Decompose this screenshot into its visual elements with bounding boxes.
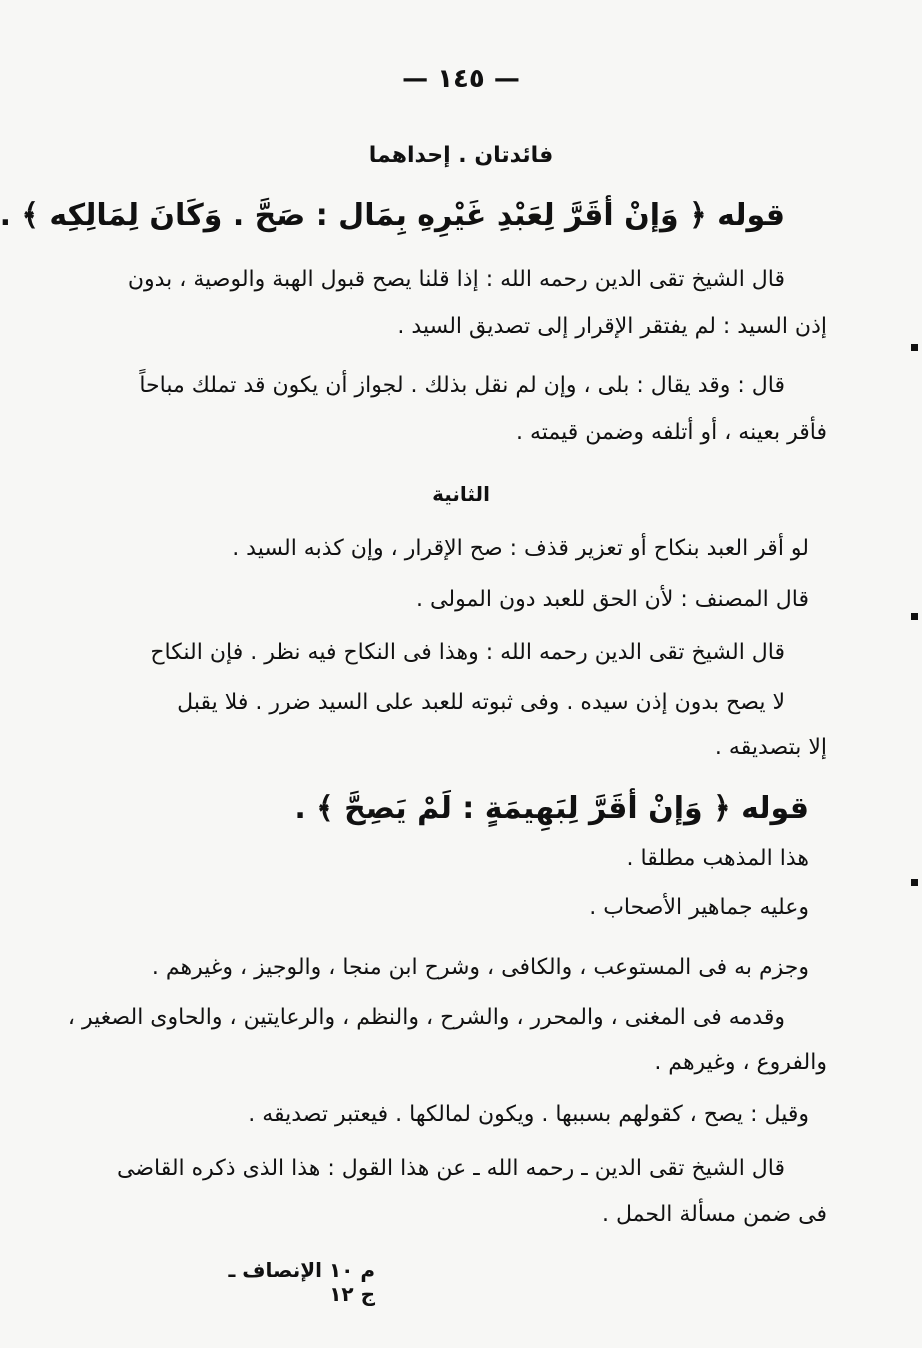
paragraph-6-line-1: هذا المذهب مطلقا . bbox=[626, 846, 809, 871]
paragraph-8-line-1: وجزم به فى المستوعب ، والكافى ، وشرح ابن منجا ، والوجيز ، وغيرهم . bbox=[151, 955, 809, 980]
margin-mark bbox=[911, 344, 918, 351]
paragraph-1-line-1: قال الشيخ تقى الدين رحمه الله : إذا قلنا يصح قبول الهبة والوصية ، بدون bbox=[127, 267, 785, 292]
paragraph-5-line-2: لا يصح بدون إذن سيده . وفى ثبوته للعبد على السيد ضرر . فلا يقبل bbox=[177, 690, 785, 715]
paragraph-9-line-2: والفروع ، وغيرهم . bbox=[654, 1050, 827, 1075]
paragraph-3-line-1: لو أقر العبد بنكاح أو تعزير قذف : صح الإقرار ، وإن كذبه السيد . bbox=[232, 536, 809, 561]
subheading: الثانية bbox=[432, 482, 490, 506]
margin-mark bbox=[911, 879, 918, 886]
paragraph-5-line-3: إلا بتصديقه . bbox=[714, 735, 827, 760]
paragraph-11-line-1: قال الشيخ تقى الدين ـ رحمه الله ـ عن هذا القول : هذا الذى ذكره القاضى bbox=[116, 1156, 785, 1181]
page-number: — ١٤٥ — bbox=[402, 64, 520, 94]
paragraph-9-line-1: وقدمه فى المغنى ، والمحرر ، والشرح ، والنظم ، والرعايتين ، والحاوى الصغير ، bbox=[67, 1005, 785, 1030]
quote-line-2: قوله ﴿ وَإنْ أقَرَّ لِبَهِيمَةٍ : لَمْ يَصِحَّ ﴾ . bbox=[294, 791, 809, 826]
paragraph-2-line-1: قال : وقد يقال : بلى ، وإن لم نقل بذلك . لجواز أن يكون قد تملك مباحاً bbox=[139, 373, 785, 398]
paragraph-4-line-1: قال المصنف : لأن الحق للعبد دون المولى . bbox=[416, 587, 809, 612]
margin-mark bbox=[911, 613, 918, 620]
paragraph-1-line-2: إذن السيد : لم يفتقر الإقرار إلى تصديق السيد . bbox=[397, 314, 827, 339]
quote-line-1: قوله ﴿ وَإنْ أقَرَّ لِعَبْدِ غَيْرِهِ بِمَال : صَحَّ . وَكَانَ لِمَالِكِه ﴾ . bbox=[0, 198, 785, 233]
paragraph-7-line-1: وعليه جماهير الأصحاب . bbox=[589, 895, 809, 920]
paragraph-10-line-1: وقيل : يصح ، كقولهم بسببها . ويكون لمالكها . فيعتبر تصديقه . bbox=[248, 1102, 809, 1127]
paragraph-5-line-1: قال الشيخ تقى الدين رحمه الله : وهذا فى النكاح فيه نظر . فإن النكاح bbox=[150, 640, 785, 665]
footer-note: م ١٠ الإنصاف ـ ج ١٢ bbox=[228, 1258, 375, 1306]
section-heading: فائدتان . إحداهما bbox=[368, 143, 554, 168]
paragraph-11-line-2: فى ضمن مسألة الحمل . bbox=[602, 1202, 827, 1227]
paragraph-2-line-2: فأقر بعينه ، أو أتلفه وضمن قيمته . bbox=[516, 420, 827, 445]
